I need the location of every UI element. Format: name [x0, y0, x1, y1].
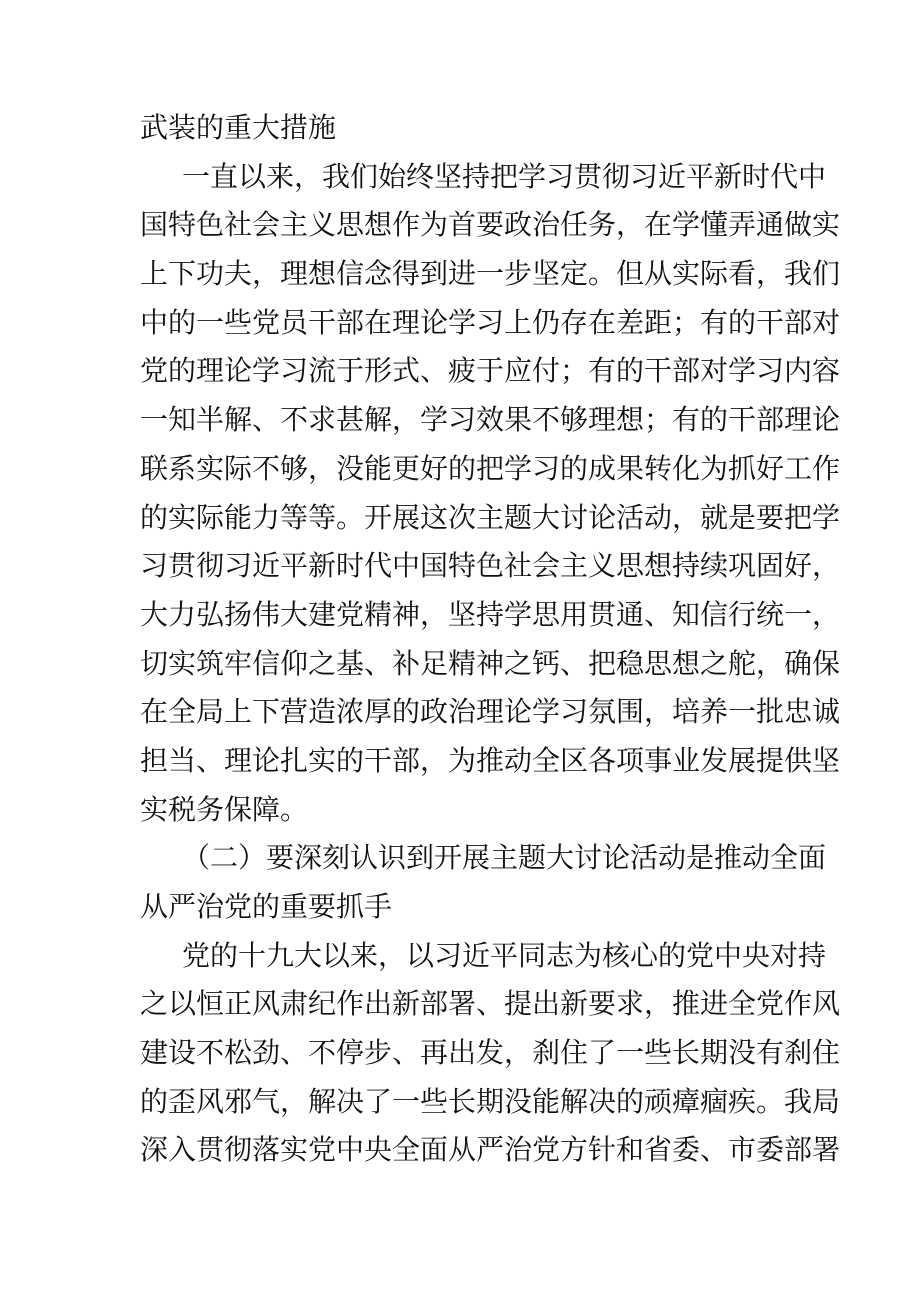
section-heading-line: （二）要深刻认识到开展主题大讨论活动是推动全面: [182, 841, 827, 875]
text-line: 大力弘扬伟大建党精神，坚持学思用贯通、知信行统一，: [140, 597, 841, 631]
text-line: 深入贯彻落实党中央全面从严治党方针和省委、市委部署: [140, 1133, 841, 1167]
paragraph-first-line: 一直以来，我们始终坚持把学习贯彻习近平新时代中: [182, 159, 827, 193]
text-line: 之以恒正风肃纪作出新部署、提出新要求，推进全党作风: [140, 987, 841, 1021]
text-line: 武装的重大措施: [140, 111, 337, 144]
text-line: 习贯彻习近平新时代中国特色社会主义思想持续巩固好，: [140, 549, 841, 583]
text-line: 切实筑牢信仰之基、补足精神之钙、把稳思想之舵，确保: [140, 646, 841, 680]
section-heading-line: 从严治党的重要抓手: [140, 890, 393, 923]
text-line: 党的理论学习流于形式、疲于应付；有的干部对学习内容: [140, 354, 841, 388]
text-line: 一知半解、不求甚解，学习效果不够理想；有的干部理论: [140, 403, 841, 437]
text-line: 实税务保障。: [140, 792, 309, 826]
text-line: 担当、理论扎实的干部，为推动全区各项事业发展提供坚: [140, 743, 841, 777]
text-line: 国特色社会主义思想作为首要政治任务，在学懂弄通做实: [140, 208, 841, 242]
text-line: 的实际能力等等。开展这次主题大讨论活动，就是要把学: [140, 500, 841, 534]
paragraph-first-line: 党的十九大以来，以习近平同志为核心的党中央对持: [182, 938, 827, 972]
text-line: 在全局上下营造浓厚的政治理论学习氛围，培养一批忠诚: [140, 695, 841, 729]
text-line: 联系实际不够，没能更好的把学习的成果转化为抓好工作: [140, 451, 841, 485]
text-line: 中的一些党员干部在理论学习上仍存在差距；有的干部对: [140, 305, 841, 339]
text-line: 上下功夫，理想信念得到进一步坚定。但从实际看，我们: [140, 257, 841, 291]
document-body: [140, 104, 841, 1175]
text-line: 建设不松劲、不停步、再出发，刹住了一些长期没有刹住: [140, 1036, 841, 1070]
text-line: 的歪风邪气，解决了一些长期没能解决的顽瘴痼疾。我局: [140, 1084, 841, 1118]
